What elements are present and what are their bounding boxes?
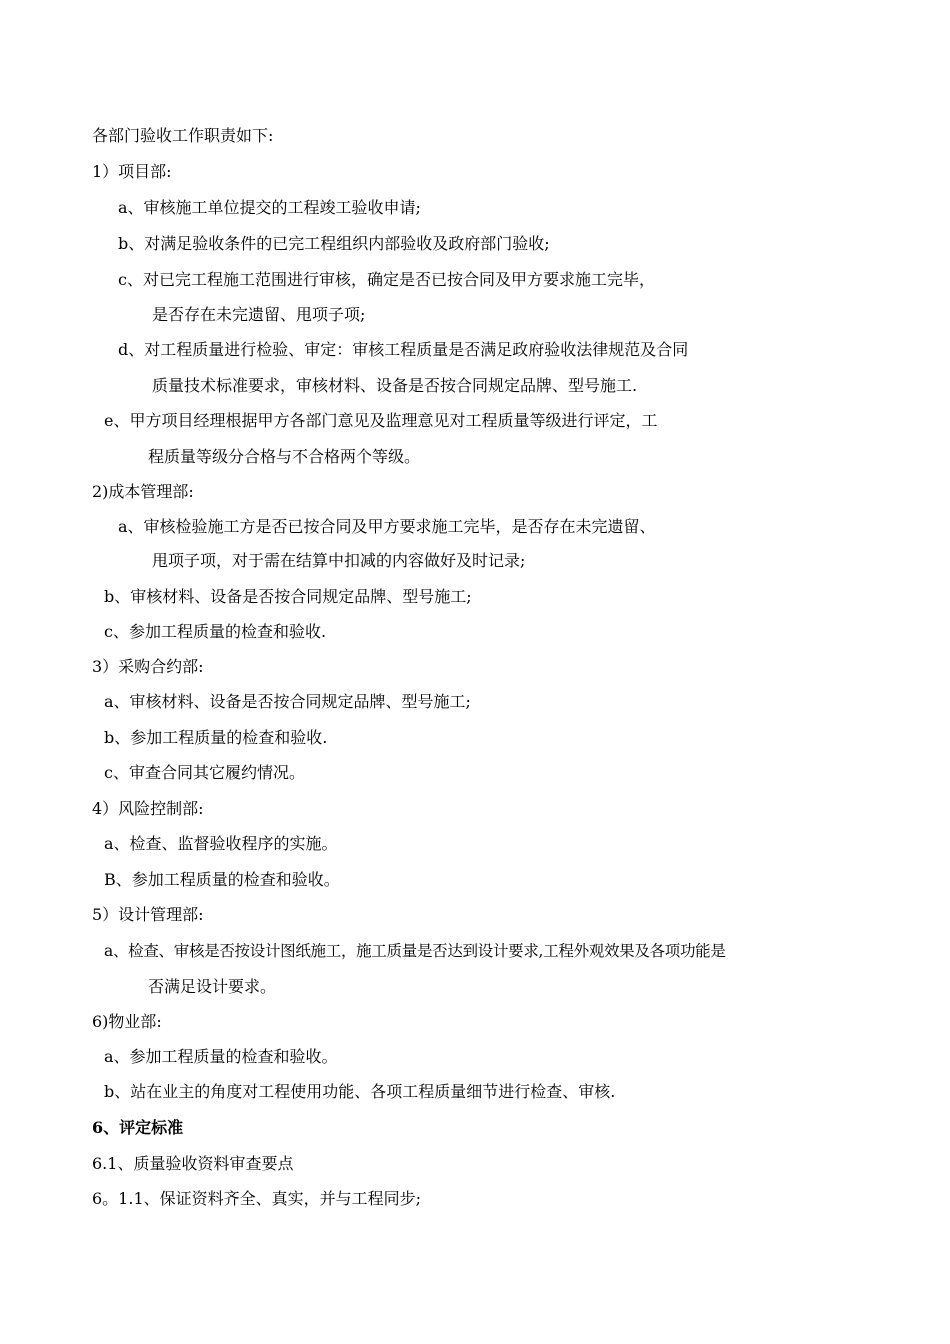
list-item: b、审核材料、设备是否按合同规定品牌、型号施工; (104, 587, 472, 606)
list-item-continuation: 是否存在未完遗留、甩项子项; (152, 305, 366, 324)
section-heading-cost: 2)成本管理部: (92, 482, 194, 501)
section-heading-project: 1）项目部: (92, 162, 172, 181)
list-item: a、检查、监督验收程序的实施。 (104, 834, 338, 853)
list-item: b、站在业主的角度对工程使用功能、各项工程质量细节进行检查、审核. (104, 1082, 616, 1101)
list-item: b、对满足验收条件的已完工程组织内部验收及政府部门验收; (118, 234, 550, 253)
section-heading-risk: 4）风险控制部: (92, 799, 204, 818)
heading-evaluation-standard: 6、评定标准 (92, 1118, 184, 1137)
list-item: c、参加工程质量的检查和验收. (104, 622, 327, 641)
list-item: a、审核施工单位提交的工程竣工验收申请; (118, 198, 421, 217)
list-item: e、甲方项目经理根据甲方各部门意见及监理意见对工程质量等级进行评定，工 (104, 411, 658, 430)
list-item-continuation: 否满足设计要求。 (148, 977, 277, 996)
list-item: a、审核检验施工方是否已按合同及甲方要求施工完毕，是否存在未完遗留、 (118, 517, 656, 536)
intro-text: 各部门验收工作职责如下: (92, 126, 274, 145)
subheading-quality-docs: 6.1、质量验收资料审查要点 (92, 1154, 294, 1173)
list-item: d、对工程质量进行检验、审定：审核工程质量是否满足政府验收法律规范及合同 (118, 340, 689, 359)
section-heading-procurement: 3）采购合约部: (92, 657, 204, 676)
list-item: c、对已完工程施工范围进行审核，确定是否已按合同及甲方要求施工完毕， (118, 270, 655, 289)
list-item: a、参加工程质量的检查和验收。 (104, 1047, 338, 1066)
list-item: c、审查合同其它履约情况。 (104, 763, 305, 782)
subsubheading-docs-complete: 6。1.1、保证资料齐全、真实，并与工程同步; (92, 1189, 422, 1208)
list-item: a、检查、审核是否按设计图纸施工，施工质量是否达到设计要求,工程外观效果及各项功能是 (104, 942, 726, 960)
section-heading-design: 5）设计管理部: (92, 905, 204, 924)
list-item-continuation: 程质量等级分合格与不合格两个等级。 (148, 447, 421, 466)
list-item: b、参加工程质量的检查和验收. (104, 728, 328, 747)
list-item-continuation: 质量技术标准要求，审核材料、设备是否按合同规定品牌、型号施工. (152, 376, 638, 395)
list-item: B、参加工程质量的检查和验收。 (104, 870, 340, 889)
list-item-continuation: 甩项子项，对于需在结算中扣减的内容做好及时记录; (152, 551, 526, 570)
section-heading-property: 6)物业部: (92, 1012, 162, 1031)
list-item: a、审核材料、设备是否按合同规定品牌、型号施工; (104, 692, 471, 711)
